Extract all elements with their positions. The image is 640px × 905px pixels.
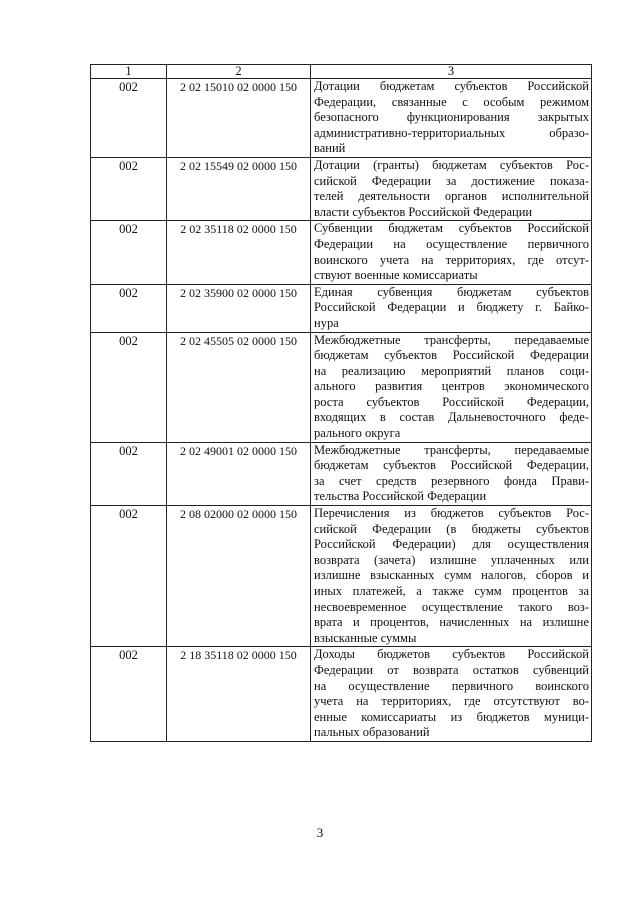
table-body — [91, 79, 592, 742]
description-cell — [311, 442, 592, 505]
budget-code-cell: 2 18 35118 02 0000 150 — [167, 647, 311, 742]
description-line: Межбюджетные трансферты, передаваемые — [314, 442, 589, 457]
description-line: иных платежей, а также сумм процентов за — [314, 584, 589, 598]
budget-code-cell: 2 02 15549 02 0000 150 — [167, 157, 311, 220]
description-line: Межбюджетные трансферты, передаваемые — [314, 332, 589, 347]
header-row — [91, 65, 592, 79]
budget-code-cell: 2 02 15010 02 0000 150 — [167, 79, 311, 158]
admin-code-cell: 002 — [91, 647, 167, 742]
description-line: безопасного функционирования закрытых — [314, 110, 589, 125]
admin-code-cell: 002 — [91, 284, 167, 332]
table-row — [91, 79, 592, 158]
admin-code-cell: 002 — [91, 442, 167, 505]
description-line: бюджетам субъектов Российской Федерации — [314, 348, 589, 363]
description-cell — [311, 506, 592, 647]
description-line: входящих в состав Дальневосточного феде- — [314, 410, 589, 425]
description-cell — [311, 332, 592, 442]
table-row — [91, 332, 592, 442]
description-line: ального развития центров экономического — [314, 379, 589, 394]
description-line: излишне взысканных сумм налогов, сборов и — [314, 568, 589, 583]
description-line: взысканные суммы — [314, 630, 417, 645]
table-row — [91, 284, 592, 332]
description-line: воинского учета на территориях, где отсут- — [314, 252, 589, 267]
column-header-3: 3 — [311, 65, 592, 79]
description-line: врата и процентов, начисленных на излишне — [314, 615, 589, 630]
description-line: на осуществление первичного воинского — [314, 678, 589, 693]
table-row — [91, 442, 592, 505]
description-line: несвоевременное осуществление такого воз- — [314, 599, 589, 614]
admin-code-cell: 002 — [91, 332, 167, 442]
description-line: ствуют военные комиссариаты — [314, 268, 478, 283]
description-line: бюджетам субъектов Российской Федерации, — [314, 458, 589, 473]
description-line: за счет средств резервного фонда Прави- — [314, 473, 589, 488]
description-line: тельства Российской Федерации — [314, 489, 487, 504]
description-line: нура — [314, 315, 339, 330]
description-line: Субвенции бюджетам субъектов Российской — [314, 221, 589, 236]
budget-code-cell: 2 02 45505 02 0000 150 — [167, 332, 311, 442]
admin-code-cell: 002 — [91, 157, 167, 220]
table-row — [91, 221, 592, 284]
description-line: административно-территориальных образо- — [314, 125, 589, 140]
description-cell — [311, 221, 592, 284]
column-header-1: 1 — [91, 65, 167, 79]
table-row — [91, 506, 592, 647]
description-line: Федерации, связанные с особым режимом — [314, 94, 589, 109]
admin-code-cell: 002 — [91, 79, 167, 158]
description-cell — [311, 157, 592, 220]
description-line: сийской Федерации за достижение показа- — [314, 173, 589, 188]
description-line: Российской Федерации и бюджету г. Байко- — [314, 300, 589, 315]
column-header-2: 2 — [167, 65, 311, 79]
budget-codes-table — [90, 64, 592, 742]
description-line: енные комиссариаты из бюджетов муници- — [314, 709, 589, 724]
description-line: возврата (зачета) излишне уплаченных или — [314, 552, 589, 567]
table-row — [91, 647, 592, 742]
table-row — [91, 157, 592, 220]
description-cell — [311, 79, 592, 158]
description-line: роста субъектов Российской Федерации, — [314, 394, 589, 409]
budget-code-cell: 2 02 35900 02 0000 150 — [167, 284, 311, 332]
description-line: Доходы бюджетов субъектов Российской — [314, 647, 589, 662]
description-cell — [311, 284, 592, 332]
description-line: пальных образований — [314, 725, 430, 740]
description-cell — [311, 647, 592, 742]
description-line: ваний — [314, 141, 346, 156]
page-number: 3 — [316, 825, 324, 840]
description-line: Федерации от возврата остатков субвенций — [314, 662, 589, 677]
description-line: телей деятельности органов исполнительной — [314, 189, 589, 204]
description-line: Дотации бюджетам субъектов Российской — [314, 79, 589, 93]
description-line: Дотации (гранты) бюджетам субъектов Рос- — [314, 157, 589, 172]
admin-code-cell: 002 — [91, 506, 167, 647]
description-line: рального округа — [314, 426, 401, 441]
budget-code-cell: 2 02 49001 02 0000 150 — [167, 442, 311, 505]
description-line: Перечисления из бюджетов субъектов Рос- — [314, 506, 589, 521]
description-line: учета на территориях, где отсутствуют во- — [314, 694, 589, 709]
budget-code-cell: 2 08 02000 02 0000 150 — [167, 506, 311, 647]
admin-code-cell: 002 — [91, 221, 167, 284]
description-line: Единая субвенция бюджетам субъектов — [314, 284, 589, 299]
description-line: Российской Федерации) для осуществления — [314, 537, 589, 552]
description-line: сийской Федерации (в бюджеты субъектов — [314, 521, 589, 536]
description-line: власти субъектов Российской Федерации — [314, 204, 533, 219]
budget-code-cell: 2 02 35118 02 0000 150 — [167, 221, 311, 284]
description-line: на реализацию мероприятий планов соци- — [314, 363, 589, 378]
description-line: Федерации на осуществление первичного — [314, 236, 589, 251]
